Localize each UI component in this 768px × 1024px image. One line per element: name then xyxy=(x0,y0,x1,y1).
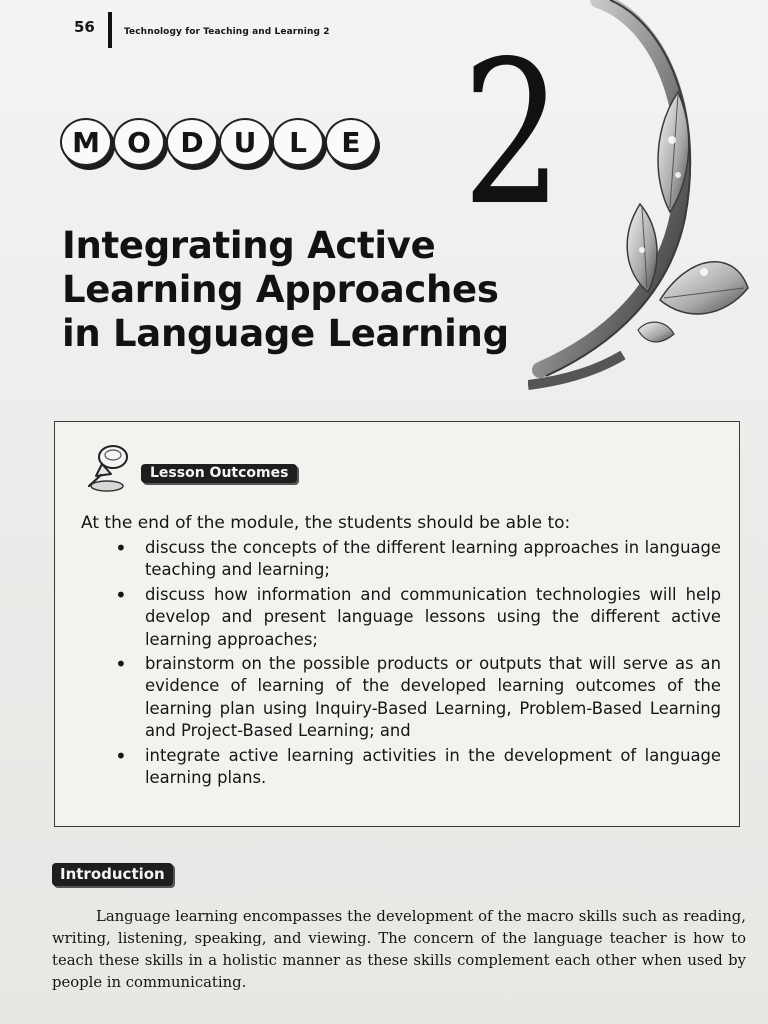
leaf-vine-icon xyxy=(528,0,768,392)
page-number: 56 xyxy=(74,18,95,36)
module-title-line: Learning Approaches xyxy=(62,268,499,311)
lesson-outcomes-heading: Lesson Outcomes xyxy=(141,464,297,483)
outcomes-list xyxy=(117,537,721,791)
module-letter-circle: U xyxy=(219,118,271,166)
module-number: 2 xyxy=(462,18,563,249)
module-letter-circle: L xyxy=(272,118,324,166)
introduction-paragraph: Language learning encompasses the development of the macro skills such as reading, writing, listening, speaking, and viewing. The concern of the language teacher is how to teach these skills in a holistic manner as these skills complement each other when used by people in communicating. xyxy=(52,908,746,991)
module-title-line: Integrating Active xyxy=(62,224,436,267)
header-divider xyxy=(108,12,112,48)
list-item: • brainstorm on the possible products or outputs that will serve as an evidence of learning of the developed learning outcomes of the learning plan using Inquiry-Based Learning, Problem-Based Learning and Project-Based Learning; and xyxy=(117,653,721,743)
module-title xyxy=(62,224,509,356)
running-header-title: Technology for Teaching and Learning 2 xyxy=(124,27,330,37)
list-item: • integrate active learning activities in the development of language learning plans. xyxy=(117,745,721,790)
outcomes-intro: At the end of the module, the students should be able to: xyxy=(81,513,571,533)
module-letter-circle: D xyxy=(166,118,218,166)
module-letter-circle: M xyxy=(60,118,112,166)
module-letter-circle: O xyxy=(113,118,165,166)
lesson-outcomes-box xyxy=(54,421,740,827)
introduction-heading: Introduction xyxy=(52,863,173,886)
pushpin-icon xyxy=(83,442,133,494)
module-letter-circle: E xyxy=(325,118,377,166)
list-item: • discuss how information and communication technologies will help develop and present language lessons using the different active learning approaches; xyxy=(117,584,721,651)
module-title-line: in Language Learning xyxy=(62,312,509,355)
list-item: • discuss the concepts of the different learning approaches in language teaching and learning; xyxy=(117,537,721,582)
